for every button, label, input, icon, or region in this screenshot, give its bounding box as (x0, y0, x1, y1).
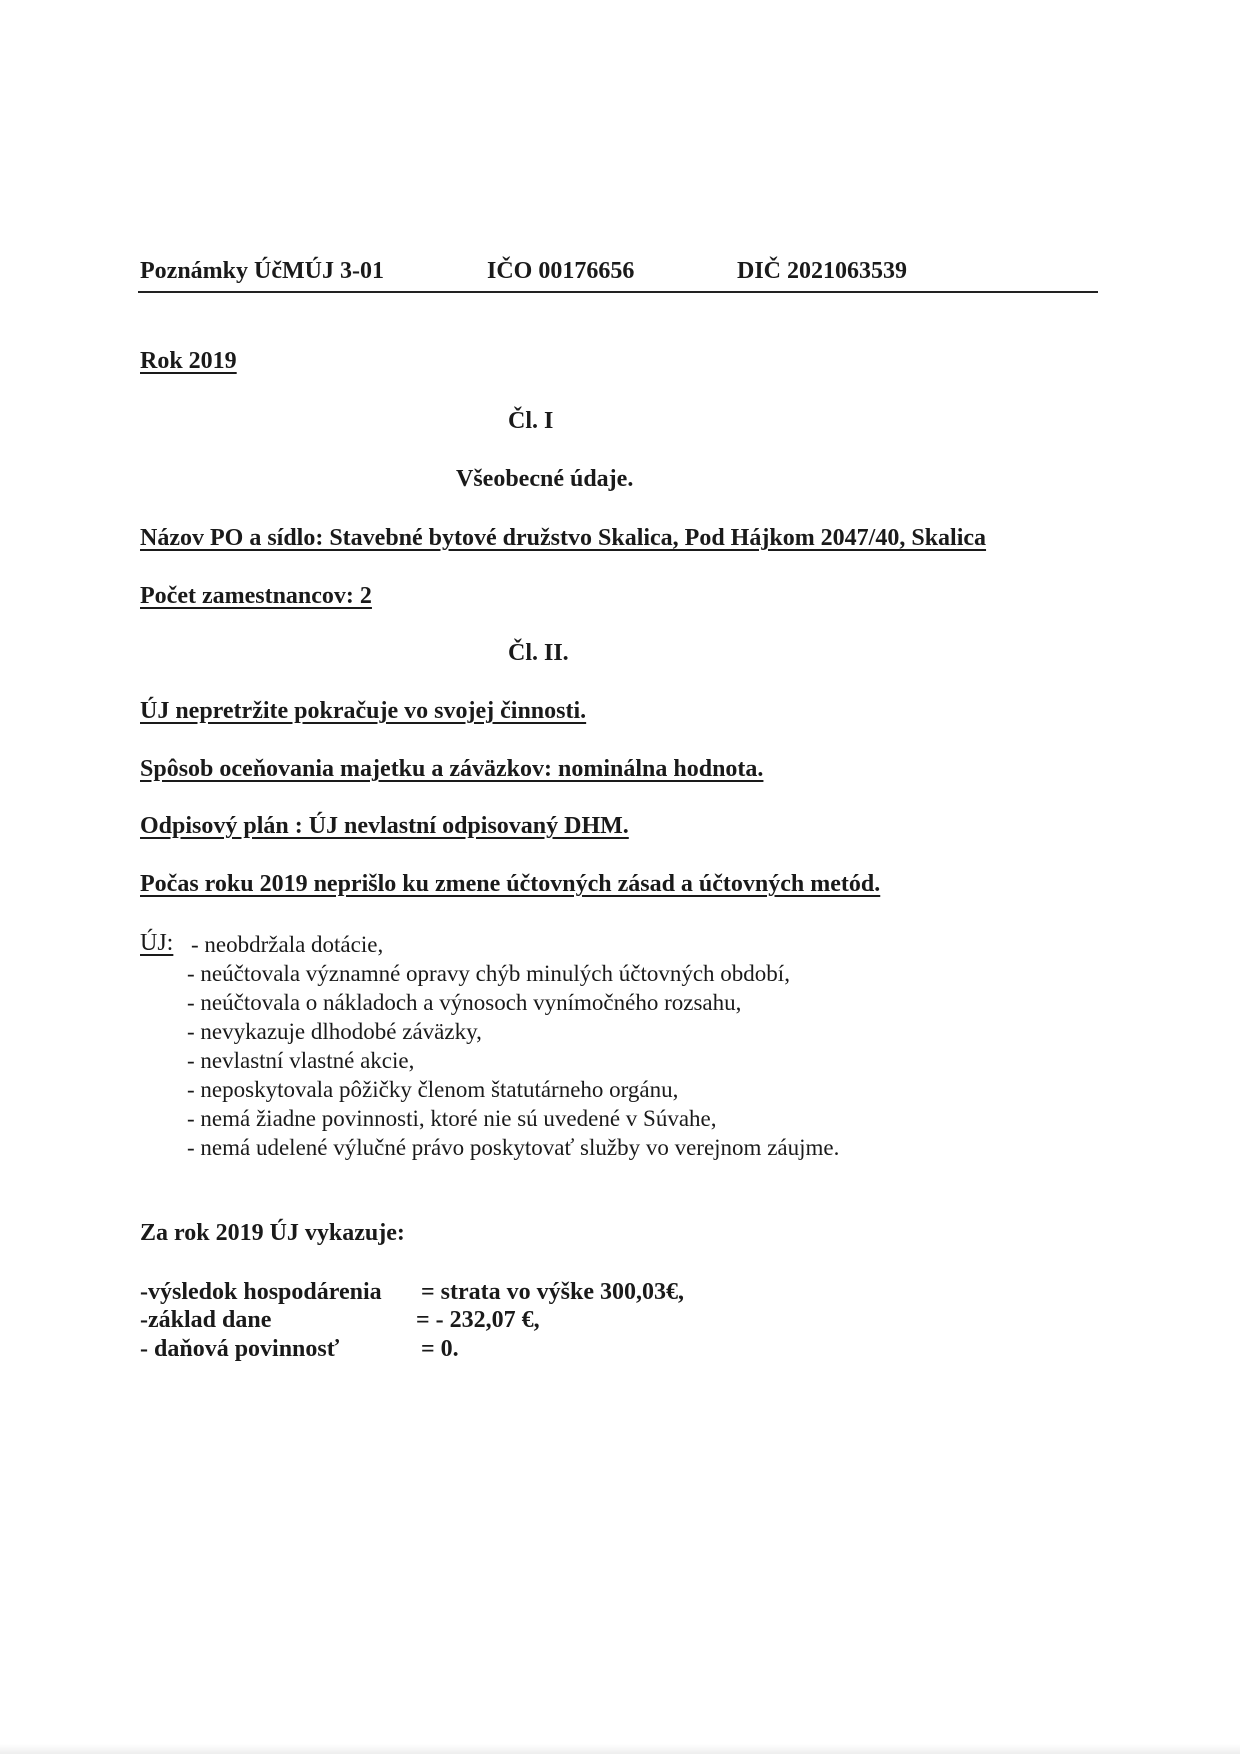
scan-edge (0, 1744, 1240, 1754)
doc-title: Poznámky ÚčMÚJ 3-01 (140, 258, 384, 284)
list-item: - nevlastní vlastné akcie, (187, 1048, 415, 1073)
result-label-tax-liability: - daňová povinnosť (140, 1336, 340, 1362)
list-item: - nevykazuje dlhodobé záväzky, (187, 1019, 482, 1044)
uj-label: ÚJ: (140, 930, 174, 956)
header-rule (138, 291, 1098, 293)
list-item: - neúčtovala významné opravy chýb minulých účtovných období, (187, 961, 790, 986)
organization-name-line: Názov PO a sídlo: Stavebné bytové družstvo Skalica, Pod Hájkom 2047/40, Skalica (140, 525, 987, 551)
policy-change-line: Počas roku 2019 neprišlo ku zmene účtovných zásad a účtovných metód. (140, 871, 881, 897)
dic-number: DIČ 2021063539 (737, 258, 908, 284)
article-2-heading: Čl. II. (508, 640, 569, 666)
employees-line: Počet zamestnancov: 2 (140, 583, 372, 609)
continuity-line: ÚJ nepretržite pokračuje vo svojej činnosti. (140, 698, 587, 724)
list-item: - nemá udelené výlučné právo poskytovať služby vo verejnom záujme. (187, 1135, 840, 1160)
list-item: - nemá žiadne povinnosti, ktoré nie sú uvedené v Súvahe, (187, 1106, 717, 1131)
general-data-heading: Všeobecné údaje. (456, 466, 634, 492)
list-item: - neobdržala dotácie, (191, 932, 384, 957)
year-heading: Rok 2019 (140, 348, 237, 374)
result-value-economic: = strata vo výške 300,03€, (421, 1279, 684, 1305)
depreciation-line: Odpisový plán : ÚJ nevlastní odpisovaný DHM. (140, 813, 629, 839)
result-label-tax-base: -základ dane (140, 1307, 272, 1333)
valuation-line: Spôsob oceňovania majetku a záväzkov: nominálna hodnota. (140, 756, 764, 782)
list-item: - neposkytovala pôžičky členom štatutárneho orgánu, (187, 1077, 679, 1102)
list-item: - neúčtovala o nákladoch a výnosoch vynímočného rozsahu, (187, 990, 742, 1015)
results-heading: Za rok 2019 ÚJ vykazuje: (140, 1220, 405, 1246)
article-1-heading: Čl. I (508, 408, 554, 434)
result-value-tax-base: = - 232,07 €, (416, 1307, 540, 1333)
result-label-economic: -výsledok hospodárenia (140, 1279, 382, 1305)
ico-number: IČO 00176656 (487, 258, 635, 284)
result-value-tax-liability: = 0. (421, 1336, 459, 1362)
